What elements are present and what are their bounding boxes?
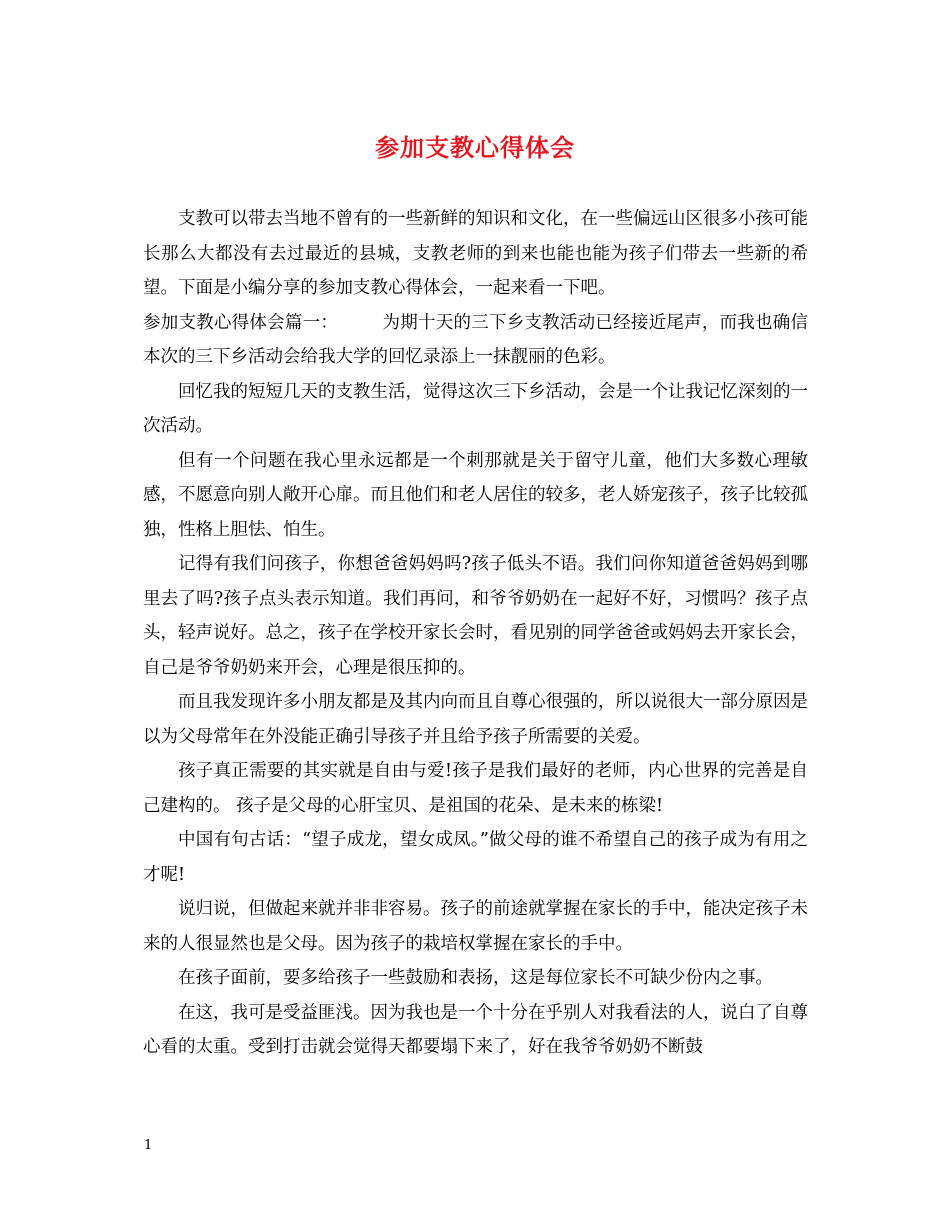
document-title: 参加支教心得体会 [375,133,575,162]
page-number: 1 [144,1138,153,1153]
paragraph: 而且我发现许多小朋友都是及其内向而且自尊心很强的，所以说很大一部分原因是以为父母常年在外没能正确引导孩子并且给予孩子所需要的关爱。 [143,692,808,747]
document-body [143,202,808,1065]
paragraph: 说归说，但做起来就并非非容易。孩子的前途就掌握在家长的手中，能决定孩子未来的人很显然也是父母。因为孩子的栽培权掌握在家长的手中。 [143,899,808,954]
paragraph: 孩子真正需要的其实就是自由与爱!孩子是我们最好的老师，内心世界的完善是自己建构的。 孩子是父母的心肝宝贝、是祖国的花朵、是未来的栋梁! [143,761,808,816]
paragraph: 中国有句古话：“望子成龙，望女成凤。”做父母的谁不希望自己的孩子成为有用之才呢! [143,830,808,885]
paragraph: 记得有我们问孩子，你想爸爸妈妈吗?孩子低头不语。我们问你知道爸爸妈妈到哪里去了吗?孩子点头表示知道。我们再问，和爷爷奶奶在一起好不好，习惯吗？孩子点头，轻声说好。总之，孩子在学校开家长会时，看见别的同学爸爸或妈妈去开家长会，自己是爷爷奶奶来开会，心理是很压抑的。 [143,554,808,678]
paragraph-intro: 支教可以带去当地不曾有的一些新鲜的知识和文化，在一些偏远山区很多小孩可能长那么大都没有去过最近的县城，支教老师的到来也能也能为孩子们带去一些新的希望。下面是小编分享的参加支教心得体会，一起来看一下吧。 [143,209,808,298]
paragraph: 回忆我的短短几天的支教生活，觉得这次三下乡活动，会是一个让我记忆深刻的一次活动。 [143,381,808,436]
paragraph-section-one: 参加支教心得体会篇一： 为期十天的三下乡支教活动已经接近尾声，而我也确信本次的三下乡活动会给我大学的回忆录添上一抹靓丽的色彩。 [143,312,808,367]
paragraph: 在孩子面前，要多给孩子一些鼓励和表扬，这是每位家长不可缺少份内之事。 [178,968,773,988]
paragraph: 但有一个问题在我心里永远都是一个刺那就是关于留守儿童，他们大多数心理敏感，不愿意向别人敞开心扉。而且他们和老人居住的较多，老人娇宠孩子，孩子比较孤独，性格上胆怯、怕生。 [143,450,808,540]
paragraph: 在这，我可是受益匪浅。因为我也是一个十分在乎别人对我看法的人，说白了自尊心看的太重。受到打击就会觉得天都要塌下来了，好在我爷爷奶奶不断鼓 [143,1002,808,1057]
